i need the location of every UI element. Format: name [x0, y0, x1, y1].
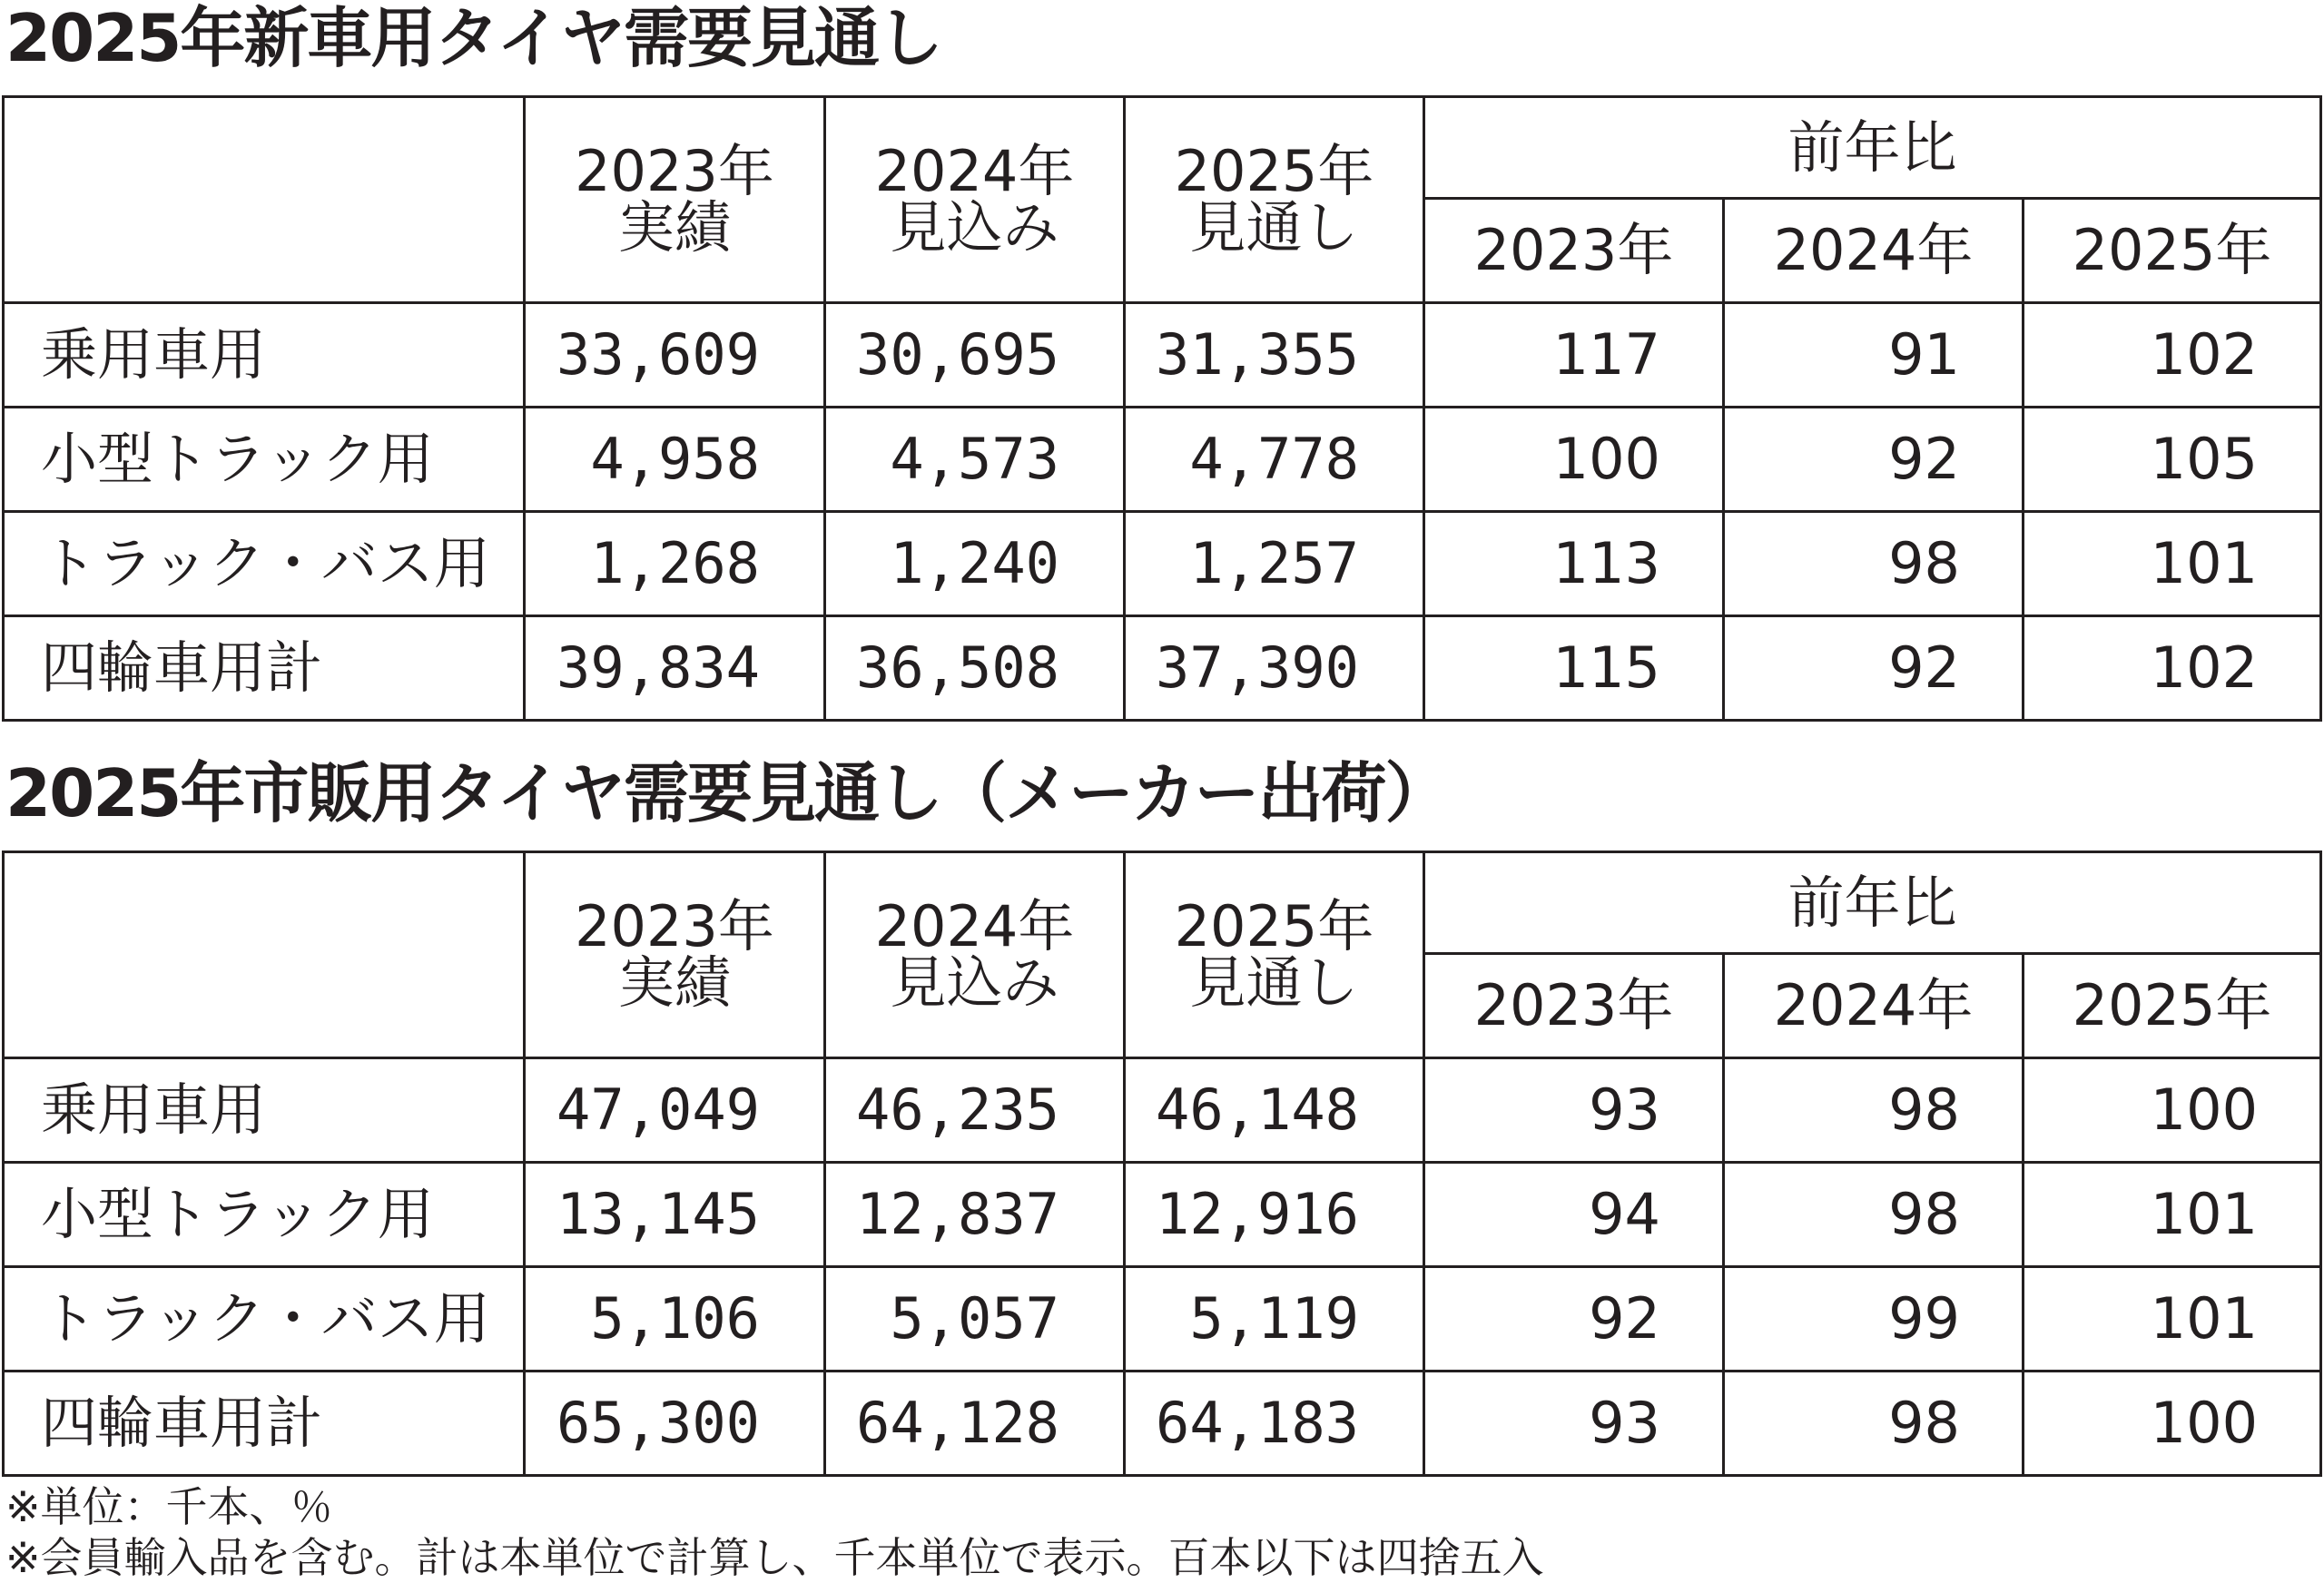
value-2023: 65,300	[525, 1372, 825, 1476]
corner-cell	[4, 97, 525, 303]
ratio-2023: 93	[1424, 1372, 1724, 1476]
new-car-tire-table	[2, 95, 2322, 722]
value-2023: 1,268	[525, 512, 825, 616]
header-ratio-2024: 2024年	[1724, 199, 2024, 303]
header-year: 2025年	[1174, 893, 1374, 959]
header-2024-estimate	[825, 97, 1125, 303]
value-2025: 37,390	[1125, 616, 1424, 721]
value-2025: 12,916	[1125, 1163, 1424, 1267]
header-yoy-ratio: 前年比	[1424, 852, 2321, 954]
value-2024: 12,837	[825, 1163, 1125, 1267]
ratio-2024: 92	[1724, 408, 2024, 512]
value-2025: 4,778	[1125, 408, 1424, 512]
ratio-2023: 100	[1424, 408, 1724, 512]
row-label: 小型トラック用	[4, 408, 525, 512]
ratio-2024: 92	[1724, 616, 2024, 721]
row-label: 四輪車用計	[4, 1372, 525, 1476]
table-row	[4, 1163, 2321, 1267]
header-row	[4, 852, 2321, 954]
replacement-tire-table	[2, 850, 2322, 1477]
value-2025: 64,183	[1125, 1372, 1424, 1476]
ratio-2023: 92	[1424, 1267, 1724, 1372]
header-kind: 見込み	[890, 194, 1059, 261]
header-row	[4, 97, 2321, 199]
header-kind: 見通し	[1189, 949, 1359, 1016]
value-2025: 46,148	[1125, 1058, 1424, 1163]
footnote-method: ※会員輸入品を含む。計は本単位で計算し、千本単位で表示。百本以下は四捨五入	[5, 1533, 1544, 1582]
header-yoy-ratio: 前年比	[1424, 97, 2321, 199]
header-year: 2025年	[1174, 138, 1374, 204]
table-row	[4, 303, 2321, 408]
table1-title: 2025年新車用タイヤ需要見通し	[5, 0, 941, 76]
ratio-2025: 105	[2024, 408, 2321, 512]
value-2024: 1,240	[825, 512, 1125, 616]
ratio-2025: 100	[2024, 1372, 2321, 1476]
ratio-2024: 99	[1724, 1267, 2024, 1372]
footnotes	[5, 1481, 1544, 1583]
header-year: 2024年	[874, 138, 1075, 204]
header-kind: 見通し	[1189, 194, 1359, 261]
ratio-2025: 101	[2024, 512, 2321, 616]
value-2024: 64,128	[825, 1372, 1125, 1476]
row-label: 乗用車用	[4, 303, 525, 408]
header-2024-estimate	[825, 852, 1125, 1058]
header-year: 2023年	[575, 138, 774, 204]
ratio-2023: 115	[1424, 616, 1724, 721]
row-label: トラック・バス用	[4, 1267, 525, 1372]
value-2024: 30,695	[825, 303, 1125, 408]
value-2025: 5,119	[1125, 1267, 1424, 1372]
ratio-2024: 98	[1724, 1372, 2024, 1476]
value-2023: 13,145	[525, 1163, 825, 1267]
ratio-2023: 113	[1424, 512, 1724, 616]
value-2024: 36,508	[825, 616, 1125, 721]
header-ratio-2025: 2025年	[2024, 199, 2321, 303]
header-year: 2024年	[874, 893, 1075, 959]
footnote-unit: ※単位：千本、％	[5, 1482, 333, 1531]
value-2023: 5,106	[525, 1267, 825, 1372]
value-2025: 1,257	[1125, 512, 1424, 616]
ratio-2025: 102	[2024, 616, 2321, 721]
ratio-2024: 98	[1724, 512, 2024, 616]
table-row	[4, 1267, 2321, 1372]
row-label: 乗用車用	[4, 1058, 525, 1163]
value-2023: 47,049	[525, 1058, 825, 1163]
ratio-2023: 94	[1424, 1163, 1724, 1267]
value-2023: 39,834	[525, 616, 825, 721]
table-row-total	[4, 1372, 2321, 1476]
corner-cell	[4, 852, 525, 1058]
value-2024: 4,573	[825, 408, 1125, 512]
table-row	[4, 512, 2321, 616]
row-label: 四輪車用計	[4, 616, 525, 721]
header-ratio-2023: 2023年	[1424, 199, 1724, 303]
ratio-2024: 98	[1724, 1163, 2024, 1267]
ratio-2025: 102	[2024, 303, 2321, 408]
ratio-2024: 98	[1724, 1058, 2024, 1163]
value-2025: 31,355	[1125, 303, 1424, 408]
table-row	[4, 1058, 2321, 1163]
table2-title: 2025年市販用タイヤ需要見通し（メーカー出荷）	[5, 755, 1449, 831]
value-2023: 4,958	[525, 408, 825, 512]
header-2023-actual	[525, 97, 825, 303]
ratio-2025: 101	[2024, 1267, 2321, 1372]
value-2024: 46,235	[825, 1058, 1125, 1163]
row-label: 小型トラック用	[4, 1163, 525, 1267]
header-2025-forecast	[1125, 852, 1424, 1058]
value-2024: 5,057	[825, 1267, 1125, 1372]
header-kind: 実績	[617, 194, 731, 261]
header-kind: 見込み	[890, 949, 1059, 1016]
row-label: トラック・バス用	[4, 512, 525, 616]
ratio-2023: 93	[1424, 1058, 1724, 1163]
header-ratio-2025: 2025年	[2024, 954, 2321, 1058]
value-2023: 33,609	[525, 303, 825, 408]
ratio-2025: 100	[2024, 1058, 2321, 1163]
table-row-total	[4, 616, 2321, 721]
header-2025-forecast	[1125, 97, 1424, 303]
table-row	[4, 408, 2321, 512]
ratio-2023: 117	[1424, 303, 1724, 408]
header-kind: 実績	[617, 949, 731, 1016]
header-2023-actual	[525, 852, 825, 1058]
ratio-2024: 91	[1724, 303, 2024, 408]
header-ratio-2023: 2023年	[1424, 954, 1724, 1058]
header-ratio-2024: 2024年	[1724, 954, 2024, 1058]
ratio-2025: 101	[2024, 1163, 2321, 1267]
header-year: 2023年	[575, 893, 774, 959]
